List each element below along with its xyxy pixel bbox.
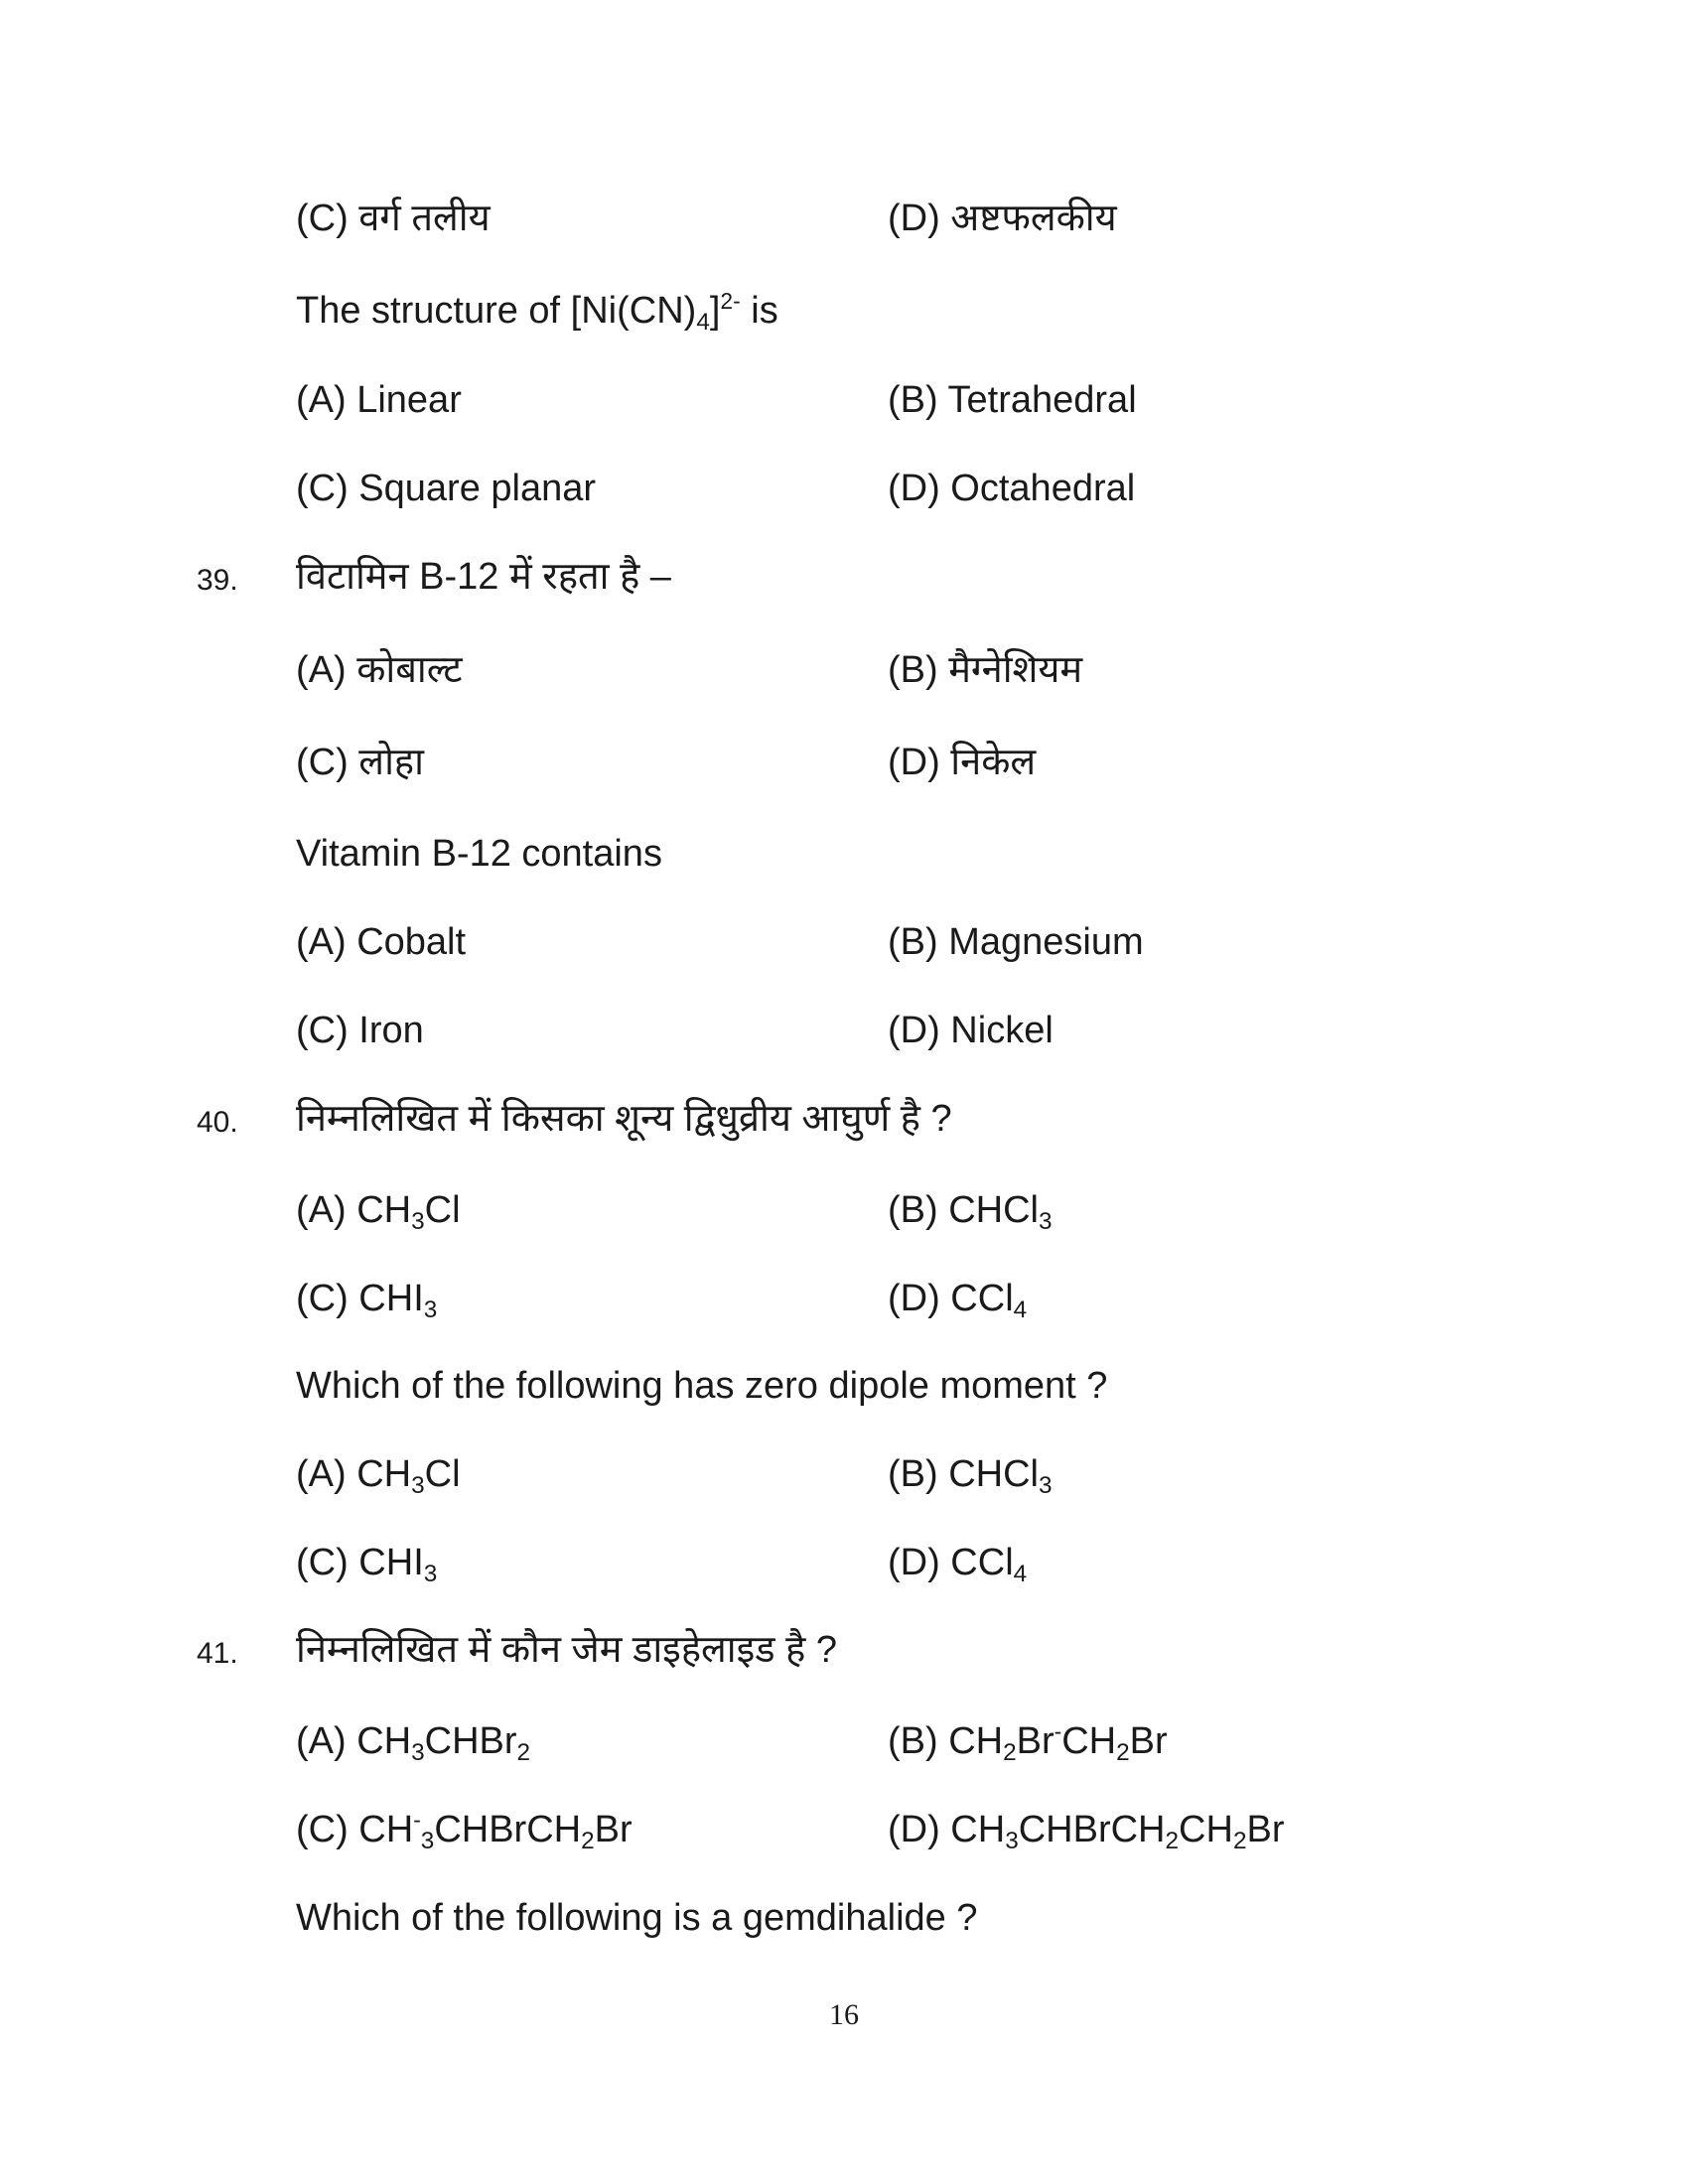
q40-english-question: Which of the following has zero dipole moment ? [296,1365,1108,1407]
q40-hindi-question: निम्नलिखित में किसका शून्य द्विधुव्रीय आघुर्ण है ? [296,1098,952,1140]
q39-hindi-option-d: (D) निकेल [888,742,1037,783]
q38-english-option-c: (C) Square planar [296,468,597,509]
q40-hindi-option-b: (B) CHCl$_3$ [888,1189,1053,1235]
q41-hindi-question: निम्नलिखित में कौन जेम डाइहेलाइड है ? [296,1629,838,1671]
q40-hindi-option-c: (C) $CHI_3$ [296,1278,438,1323]
q38-english-option-b: (B) Tetrahedral [888,379,1137,421]
q40-hindi-option-a: (A) $CH_3Cl$ [296,1189,461,1235]
q39-english-option-b: (B) Magnesium [888,921,1144,963]
q40-hindi-option-d: (D) CCl$_4$ [888,1278,1028,1323]
q41-option-c: (C) $CH^-_3CHBrCH_2Br$ [296,1806,633,1854]
q40-english-option-d: (D) CCl$_4$ [888,1542,1028,1587]
q39-hindi-option-a: (A) कोबाल्ट [296,649,463,691]
q41-option-a: (A) $CH_3CHBr_2$ [296,1720,531,1766]
q38-hindi-option-d: (D) अष्टफलकीय [888,198,1117,239]
q40-number: 40. [197,1106,238,1139]
page-number: 16 [829,1998,859,2031]
q39-hindi-option-c: (C) लोहा [296,742,424,783]
q40-english-option-c: (C) $CHI_3$ [296,1542,438,1587]
q40-english-option-b: (B) CHCl$_3$ [888,1453,1053,1499]
q41-option-d: (D) $CH_3CHBrCH_2CH_2Br$ [888,1809,1285,1854]
q41-english-question: Which of the following is a gemdihalide ? [296,1897,978,1939]
q38-hindi-option-c: (C) वर्ग तलीय [296,198,491,239]
q41-number: 41. [197,1637,238,1670]
q38-english-option-d: (D) Octahedral [888,468,1136,509]
q39-english-question: Vitamin B-12 contains [296,833,662,875]
q39-english-option-d: (D) Nickel [888,1010,1054,1051]
q41-option-b: (B) $CH_2Br^-CH_2Br$ [888,1717,1168,1766]
q38-english-option-a: (A) Linear [296,379,462,421]
q39-number: 39. [197,564,238,597]
q39-english-option-a: (A) Cobalt [296,921,467,963]
q38-english-question: The structure of $[Ni(CN)_4]^{2-}$ is [296,287,778,336]
q40-english-option-a: (A) $CH_3Cl$ [296,1453,461,1499]
q39-english-option-c: (C) Iron [296,1010,424,1051]
q39-hindi-option-b: (B) मैग्नेशियम [888,649,1083,691]
q39-hindi-question: विटामिन B-12 में रहता है – [296,556,671,598]
